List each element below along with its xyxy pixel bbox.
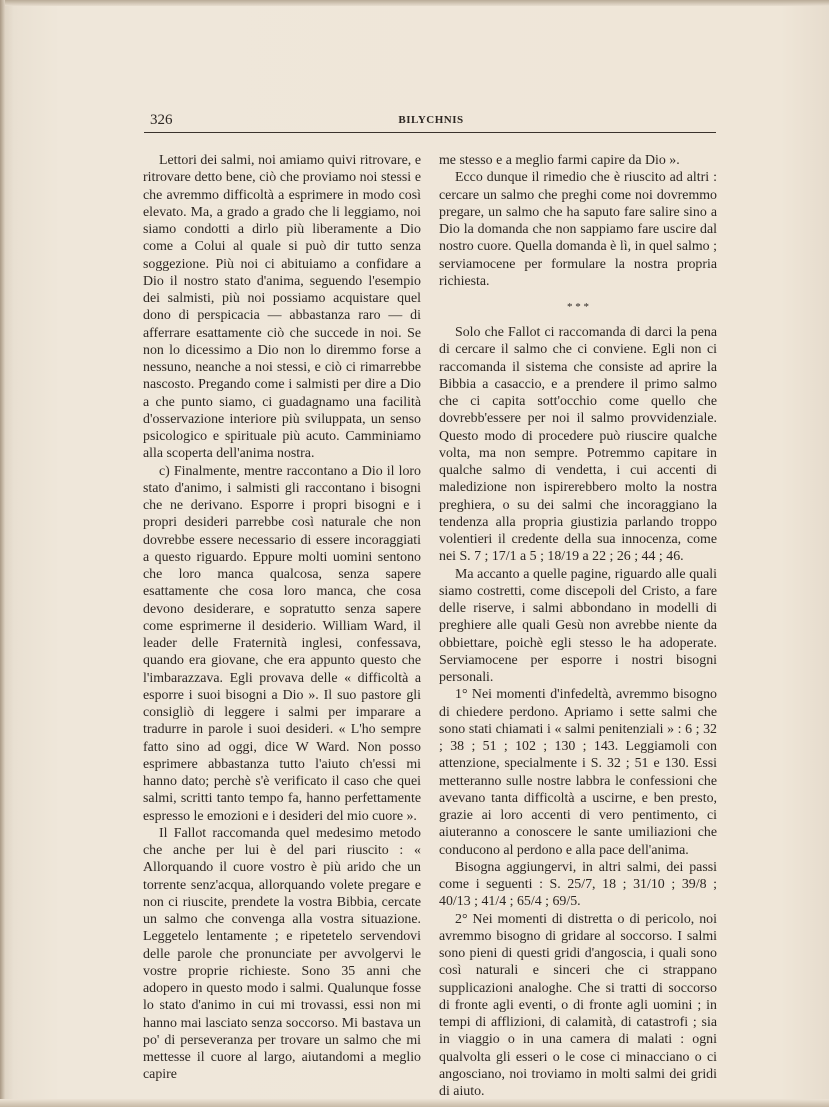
running-title: BILYCHNIS — [398, 114, 464, 126]
paragraph: me stesso e a meglio farmi capire da Dio ». — [439, 153, 680, 168]
paragraph: Ecco dunque il rimedio che è riuscito ad altri : cercare un salmo che preghi come noi dovremmo pregare, un salmo che ha saputo fare salire sino a Dio la domanda che non sappiamo fare uscire dal nostro cuore. Quella domanda è lì, in quel salmo ; serviamocene per formulare la nostra propria richiesta. — [439, 170, 717, 289]
paragraph: Il Fallot raccomanda quel medesimo metodo che anche per lui è del pari riuscito : « Allorquando il cuore vostro è più arido che un torrente senz'acqua, allorquando volete pregare e non ci riuscite, prendete la vostra Bibbia, cercate un salmo che convenga alla vostra situazione. Leggetelo lentamente ; e ripetetelo servendovi delle parole che pronunciate per avvolgervi le vostre proprie richieste. Sono 35 anni che adopero in questo modo i salmi. Qualunque fosse lo stato d'animo in cui mi trovassi, essi non mi hanno mai lasciato senza soccorso. Mi bastava un po' di perseveranza per trovare un salmo che mi mettesse il cuore al largo, aiutandomi a meglio capire — [143, 825, 421, 1083]
paragraph: Lettori dei salmi, noi amiamo quivi ritrovare, e ritrovare detto bene, ciò che proviamo noi stessi e che avremmo difficoltà a esprimere in modo così elevato. Ma, a grado a grado che li leggiamo, noi siamo condotti a dirlo più liberamente a Dio come a Colui al quale si può dir tutto senza soggezione. Più noi ci abituiamo a confidare a Dio il nostro stato d'anima, seguendo l'esempio dei salmisti, più noi possiamo acquistare quel dono di perspicacia — abbastanza raro — di afferrare esattamente ciò che succede in noi. Se non lo dicessimo a Dio non lo diremmo forse a nessuno, neanche a noi stessi, e ciò ci rimarrebbe nascosto. Pregando come i salmisti per dire a Dio a che punto siamo, ci guadagnamo una facilità d'osservazione interiore più sviluppata, un senso psicologico e spirituale più acuto. Camminiamo alla scoperta dell'anima nostra. — [143, 153, 421, 462]
paragraph: 2° Nei momenti di distretta o di pericolo, noi avremmo bisogno di gridare al soccorso. I salmi sono pieni di questi gridi d'angoscia, i quali sono così naturali e sinceri che ci strappano supplicazioni analoghe. Che si tratti di soccorso di fronte agli eventi, o di fronte agli uomini ; in tempi di afflizioni, di calamità, di catastrofi ; sia in viaggio o in una camera di malati : ogni qualvolta gli esseri o le cose ci minacciano o ci angosciano, noi troviamo in molti salmi dei gridi di aiuto. — [439, 911, 717, 1099]
asterism-separator: * * * — [567, 301, 589, 313]
paragraph: 1° Nei momenti d'infedeltà, avremmo bisogno di chiedere perdono. Apriamo i sette salmi che sono stati chiamati i « salmi penitenziali » : 6 ; 32 ; 38 ; 51 ; 102 ; 130 ; 143. Leggiamoli con attenzione, specialmente i S. 32 ; 51 e 130. Essi metteranno sulle nostre labbra le confessioni che avevano tanta difficoltà a uscirne, e ben presto, grazie ai loro accenti di vero pentimento, ci aiuteranno a conoscere le sante umiliazioni che conducono al perdono e alla pace dell'anima. — [439, 687, 717, 858]
paragraph: c) Finalmente, mentre raccontano a Dio il loro stato d'animo, i salmisti gli raccontano i bisogni che ne derivano. Esporre i propri bisogni e i propri desideri parrebbe così naturale che non dovrebbe essere necessario di essere incoraggiati a questo riguardo. Eppure molti uomini sentono che loro manca qualcosa, senza sapere esattamente che cosa loro manca, che cosa devono desiderare, e sopratutto senza sapere come esprimerne il desiderio. William Ward, il leader delle Fraternità inglesi, confessava, quando era giovane, che era appunto questo che l'imbarazzava. Egli provava delle « difficoltà a esporre i suoi bisogni a Dio ». Il suo pastore gli consigliò di leggere i salmi per imparare a tradurre in parole i suoi desideri. « L'ho sempre fatto sino ad oggi, dice W Ward. Non posso esprimere abbastanza tutto l'aiuto ch'essi mi hanno dato; perchè s'è verificato il caso che quei salmi, scritti tanto tempo fa, hanno perfettamente espresso le emozioni e i desideri del mio cuore ». — [143, 463, 421, 824]
page-top-edge — [0, 0, 829, 6]
right-column — [439, 152, 717, 1100]
header-rule — [144, 132, 716, 133]
page-left-edge — [0, 0, 5, 1107]
page-number: 326 — [150, 112, 173, 128]
left-column — [143, 152, 421, 1084]
page-header — [148, 112, 714, 132]
paragraph: Bisogna aggiungervi, in altri salmi, dei passi come i seguenti : S. 25/7, 18 ; 31/10 ; 39/8 ; 40/13 ; 41/4 ; 65/4 ; 69/5. — [439, 859, 717, 910]
paragraph: Ma accanto a quelle pagine, riguardo alle quali siamo costretti, come discepoli del Cristo, a fare delle riserve, i salmi abbondano in modelli di preghiere alle quali Gesù non avrebbe niente da obbiettare, poichè egli stesso le ha adoperate. Serviamocene per esporre i nostri bisogni personali. — [439, 566, 717, 685]
paragraph: Solo che Fallot ci raccomanda di darci la pena di cercare il salmo che ci conviene. Egli non ci raccomanda il sistema che consiste ad aprire la Bibbia a casaccio, e a prendere il primo salmo che ci capita sott'occhio come quello che dovrebb'essere per noi il salmo provvidenziale. Questo modo di procedere può riuscire qualche volta, ma non sempre. Potremmo capitare in qualche salmo di vendetta, i cui accenti di maledizione non ispirerebbero molto la nostra preghiera, o su dei salmi che incoraggiano la tendenza alla propria giustizia parlando troppo volentieri il credente della sua innocenza, come nei S. 7 ; 17/1 a 5 ; 18/19 a 22 ; 26 ; 44 ; 46. — [439, 325, 717, 565]
